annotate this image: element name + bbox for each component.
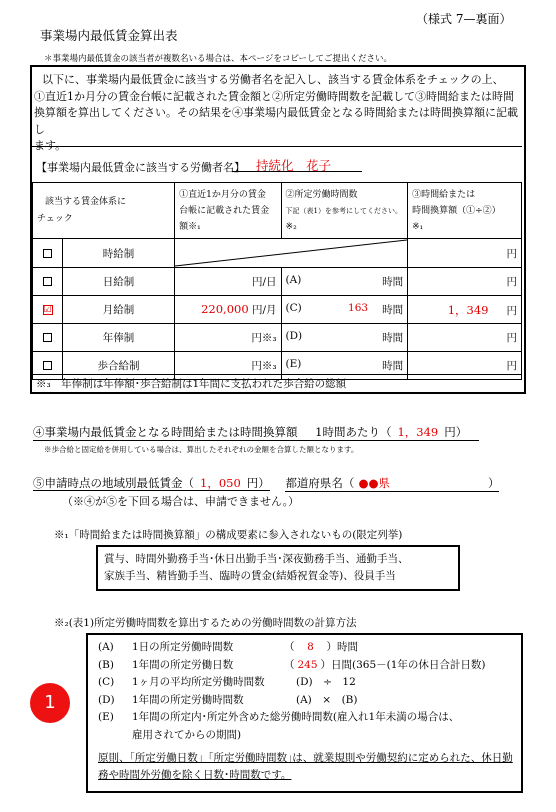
rate-unit: 円 bbox=[506, 304, 517, 317]
check-cell[interactable] bbox=[33, 239, 63, 268]
worker-name[interactable]: 持続化 花子 bbox=[256, 158, 332, 173]
table-header-row bbox=[33, 183, 522, 239]
section5-prefecture bbox=[285, 475, 499, 492]
calc-item-e-cont: 雇用されてからの期間) bbox=[132, 728, 242, 741]
amount-unit: 円※₃ bbox=[175, 352, 281, 380]
calc-title: ※₂(表1)所定労働時間数を算出するための労働時間数の計算方法 bbox=[54, 617, 357, 629]
prefecture-label: 都道府県名（ bbox=[285, 476, 355, 490]
table-row bbox=[33, 239, 522, 268]
instruction-line: 換算額を算出してください。その結果を④事業場内最低賃金となる時間給または時間換算額に記載し bbox=[34, 106, 518, 136]
rate-value: 1，349 bbox=[447, 302, 489, 317]
rate-unit: 円 bbox=[408, 352, 522, 380]
section4-line bbox=[33, 424, 479, 441]
header-text: 該当する賃金体系に bbox=[45, 196, 127, 207]
hours-unit: 時間 bbox=[382, 332, 404, 344]
calc-post: ）時間 bbox=[326, 641, 358, 653]
calc-post: ）日間(365－(1年の休日合計日数) bbox=[320, 658, 486, 671]
header-text: 下記（表1）を参考にしてください。 bbox=[285, 207, 402, 215]
calc-code: (D) bbox=[98, 693, 115, 706]
section4-label: ④事業場内最低賃金となる時間給または時間換算額 bbox=[33, 425, 298, 439]
header-note: ＊事業場内最低賃金の該当者が複数名いる場合は、本ページをコピーしてご提出ください。 bbox=[44, 54, 392, 64]
section5-line bbox=[33, 475, 499, 492]
page-title: 事業場内最低賃金算出表 bbox=[40, 28, 178, 43]
hours-cell[interactable] bbox=[281, 296, 408, 324]
calc-item-d bbox=[98, 692, 518, 710]
calc-item-e bbox=[98, 709, 518, 727]
section5-wage bbox=[33, 476, 270, 491]
hours-unit: 時間 bbox=[382, 276, 404, 288]
table-row bbox=[33, 296, 522, 324]
table-row bbox=[33, 268, 522, 296]
calc-code: (C) bbox=[98, 676, 115, 688]
prefecture-value[interactable]: ●●県 bbox=[358, 476, 391, 490]
header-text: ②所定労働時間数 bbox=[285, 190, 358, 200]
hours-unit: 時間 bbox=[382, 360, 404, 372]
excluded-line: 家族手当、精皆勤手当、臨時の賃金(結婚祝賀金等)、役員手当 bbox=[104, 570, 396, 582]
header-text: ①直近1か月分の賃金 bbox=[179, 190, 266, 200]
form-number: （様式 7—裏面） bbox=[416, 12, 512, 26]
diagonal-cell bbox=[175, 239, 408, 268]
calc-post: (D) ÷ 12 bbox=[296, 676, 356, 688]
calc-item-a bbox=[98, 639, 518, 657]
calc-item-b bbox=[98, 657, 518, 675]
amount-unit: 円/月 bbox=[252, 304, 277, 316]
header-hours bbox=[281, 183, 408, 239]
header-text: 額※₁ bbox=[179, 222, 201, 232]
header-text: 時間換算額（①÷②） bbox=[412, 206, 501, 216]
hours-unit: 時間 bbox=[382, 304, 404, 316]
calc-code: (A) bbox=[98, 641, 114, 653]
header-text: チェック bbox=[37, 213, 73, 224]
section5-value[interactable]: 1，050 bbox=[200, 476, 241, 490]
calc-label: 1年間の所定内･所定外含めた総労働時間数(雇入れ1年未満の場合は、 bbox=[132, 711, 460, 723]
wage-type: 日給制 bbox=[63, 268, 175, 296]
section5-unit: 円） bbox=[246, 476, 270, 490]
hours-code: (E) bbox=[285, 358, 302, 370]
rate-cell[interactable] bbox=[408, 296, 522, 324]
calc-label: 1日の所定労働時間数 bbox=[132, 641, 234, 653]
rate-unit: 円 bbox=[408, 324, 522, 352]
rate-unit: 円 bbox=[408, 268, 522, 296]
instruction-line: ます。 bbox=[34, 139, 67, 152]
wage-type: 時給制 bbox=[63, 239, 175, 268]
header-text: 台帳に記載された賃金 bbox=[179, 206, 270, 216]
amount-value: 220,000 bbox=[201, 302, 249, 316]
check-cell[interactable] bbox=[33, 324, 63, 352]
calc-pre: （ bbox=[284, 641, 295, 653]
step-badge: 1 bbox=[30, 683, 70, 723]
calc-item-c bbox=[98, 674, 518, 692]
checkbox[interactable] bbox=[43, 277, 52, 286]
table-footnote: ※₃ 年俸制は年俸額･歩合給制は1年間に支払われた歩合給の総額 bbox=[36, 378, 347, 390]
amount-unit: 円/日 bbox=[175, 268, 281, 296]
calc-value[interactable]: 245 bbox=[297, 658, 318, 671]
excluded-line: 賞与、時間外勤務手当･休日出勤手当･深夜勤務手当、通勤手当、 bbox=[104, 553, 409, 565]
section4-per-hour: 1時間あたり（ bbox=[315, 425, 392, 439]
header-text: ※₂ bbox=[285, 222, 297, 232]
wage-type: 年俸制 bbox=[63, 324, 175, 352]
hours-value: 163 bbox=[348, 302, 369, 314]
calc-items bbox=[98, 639, 518, 744]
check-cell[interactable] bbox=[33, 268, 63, 296]
section4-note: ※歩合給と固定給を併用している場合は、算出したそれぞれの金額を合算した額となります。 bbox=[44, 445, 359, 454]
calc-post: (A) × (B) bbox=[296, 693, 358, 706]
hours-cell[interactable] bbox=[281, 324, 408, 352]
hours-code: (C) bbox=[285, 302, 302, 314]
calc-code: (E) bbox=[98, 711, 114, 723]
excluded-title: ※₁「時間給または時間換算額」の構成要素に参入されないもの(限定列挙) bbox=[54, 529, 403, 541]
amount-unit: 円※₃ bbox=[175, 324, 281, 352]
diagonal-line bbox=[175, 239, 407, 267]
calc-principle bbox=[98, 750, 518, 784]
rate-unit: 円 bbox=[408, 239, 522, 268]
instruction-line: ①直近1か月分の賃金台帳に記載された賃金額と②所定労働時間数を記載して③時間給または時間 bbox=[34, 89, 514, 103]
header-wage-amount bbox=[175, 183, 281, 239]
worker-label: 【事業場内最低賃金に該当する労働者名】 bbox=[36, 161, 245, 174]
section5-note: （※④が⑤を下回る場合は、申請できません。） bbox=[62, 495, 300, 508]
amount-cell[interactable] bbox=[175, 296, 281, 324]
section4-unit: 円） bbox=[444, 425, 468, 439]
checkbox[interactable] bbox=[43, 333, 52, 342]
wage-table bbox=[32, 182, 522, 380]
header-text: ③時間給または bbox=[412, 190, 476, 200]
section5-label: ⑤申請時点の地域別最低賃金（ bbox=[33, 476, 194, 490]
hours-code: (D) bbox=[285, 330, 303, 342]
instructions bbox=[34, 72, 522, 155]
calc-pre: （ bbox=[284, 658, 295, 671]
prefecture-close: ） bbox=[487, 476, 500, 490]
check-cell[interactable] bbox=[33, 296, 63, 324]
header-text: ※₁ bbox=[412, 222, 424, 232]
section4-value[interactable]: 1，349 bbox=[397, 425, 439, 439]
calc-label: 1年間の所定労働時間数 bbox=[132, 693, 244, 706]
checkbox[interactable] bbox=[43, 249, 52, 258]
excluded-text bbox=[104, 551, 409, 585]
table-row bbox=[33, 324, 522, 352]
header-rate bbox=[408, 183, 522, 239]
checkbox-checked[interactable]: ☑ bbox=[43, 304, 52, 315]
calc-label: 1ヶ月の平均所定労働時間数 bbox=[132, 676, 265, 688]
principle-line: 原則、「所定労働日数」｢所定労働時間数｣は、就業規則や労働契約に定められた、休日勤 bbox=[98, 752, 513, 764]
principle-line: 務や時間外労働を除く日数･時間数です。 bbox=[98, 769, 292, 781]
checkbox[interactable] bbox=[43, 361, 52, 370]
hours-cell[interactable] bbox=[281, 268, 408, 296]
wage-type: 歩合給制 bbox=[63, 352, 175, 380]
instruction-line: 以下に、事業場内最低賃金に該当する労働者名を記入し、該当する賃金体系をチェックの上、 bbox=[42, 73, 504, 86]
wage-type: 月給制 bbox=[63, 296, 175, 324]
hours-code: (A) bbox=[285, 274, 302, 286]
header-wage-system bbox=[33, 183, 175, 239]
calc-value[interactable]: 8 bbox=[307, 641, 314, 653]
calc-label: 1年間の所定労働日数 bbox=[132, 658, 234, 671]
calc-code: (B) bbox=[98, 658, 114, 671]
